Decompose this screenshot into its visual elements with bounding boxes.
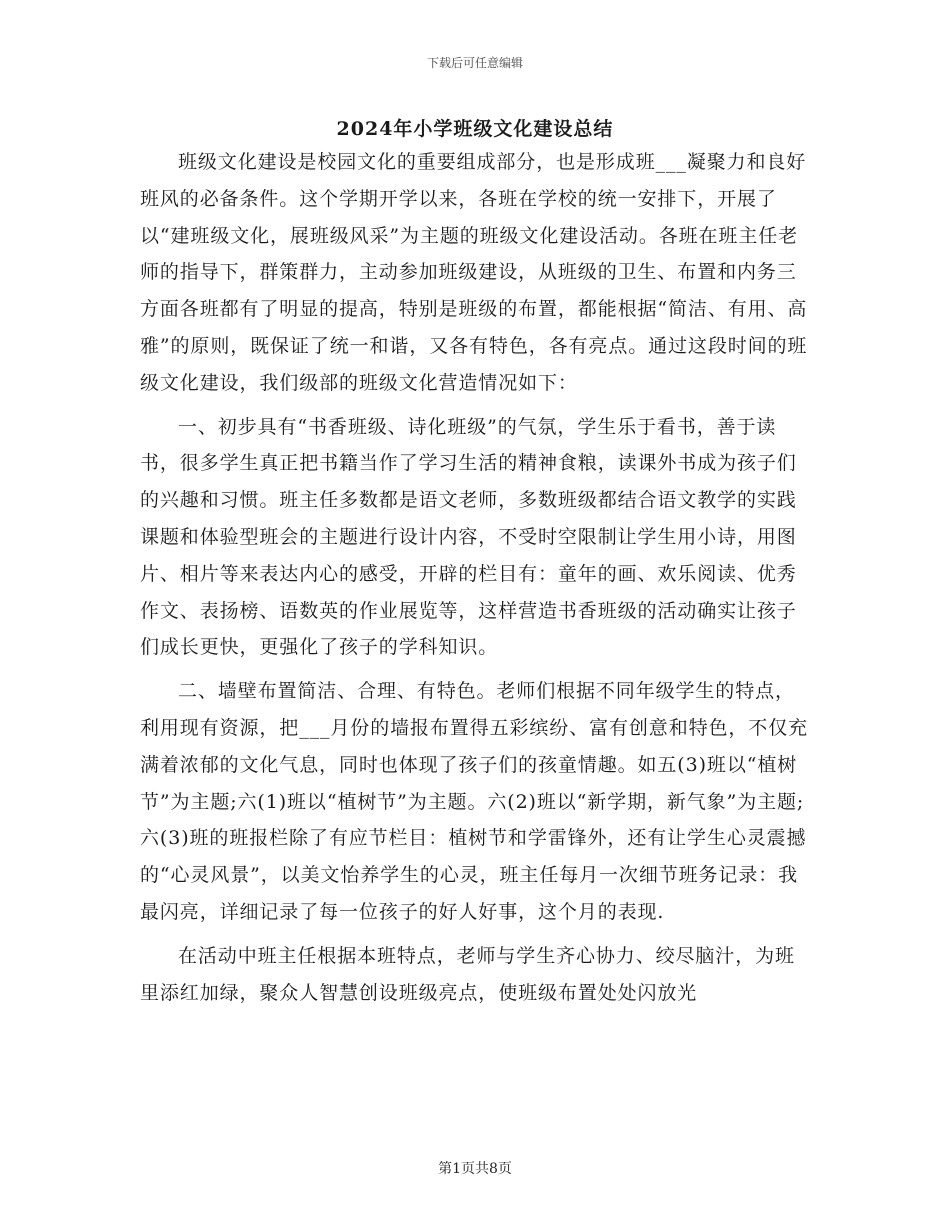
document-title: 2024年小学班级文化建设总结: [336, 118, 614, 140]
page-header-note: 下载后可任意编辑: [426, 56, 523, 70]
paragraph-intro: 班级文化建设是校园文化的重要组成部分，也是形成班___凝聚力和良好班风的必备条件。这个学期开学以来，各班在学校的统一安排下，开展了以“建班级文化，展班级风采”为主题的班级文化建设活动。各班在班主任老师的指导下，群策群力，主动参加班级建设，从班级的卫生、布置和内务三方面各班都有了明显的提高，特别是班级的布置，都能根据“简洁、有用、高雅”的原则，既保证了统一和谐，又各有特色，各有亮点。通过这段时间的班级文化建设，我们级部的班级文化营造情况如下：: [140, 151, 808, 394]
paragraph-activity: 在活动中班主任根据本班特点，老师与学生齐心协力、绞尽脑汁，为班里添红加绿，聚众人智慧创设班级亮点，使班级布置处处闪放光: [140, 944, 795, 1004]
document-body: [140, 144, 812, 1011]
paragraph-section-one: 一、初步具有“书香班级、诗化班级”的气氛，学生乐于看书，善于读书，很多学生真正把书籍当作了学习生活的精神食粮，读课外书成为孩子们的兴趣和习惯。班主任多数都是语文老师，多数班级都结合语文教学的实践课题和体验型班会的主题进行设计内容，不受时空限制让学生用小诗，用图片、相片等来表达内心的感受，开辟的栏目有：童年的画、欢乐阅读、优秀作文、表扬榜、语数英的作业展览等，这样营造书香班级的活动确实让孩子们成长更快，更强化了孩子的学科知识。: [140, 415, 797, 659]
page-number-footer: 第1页共8页: [438, 1161, 512, 1177]
paragraph-section-two: 二、墙壁布置简洁、合理、有特色。老师们根据不同年级学生的特点，利用现有资源，把___月份的墙报布置得五彩缤纷、富有创意和特色，不仅充满着浓郁的文化气息，同时也体现了孩子们的孩童情趣。如五(3)班以“植树节”为主题;六(1)班以“植树节”为主题。六(2)班以“新学期，新气象”为主题;六(3)班的班报栏除了有应节栏目：植树节和学雷锋外，还有让学生心灵震撼的“心灵风景”，以美文怡养学生的心灵，班主任每月一次细节班务记录：我最闪亮，详细记录了每一位孩子的好人好事，这个月的表现.: [140, 680, 809, 923]
